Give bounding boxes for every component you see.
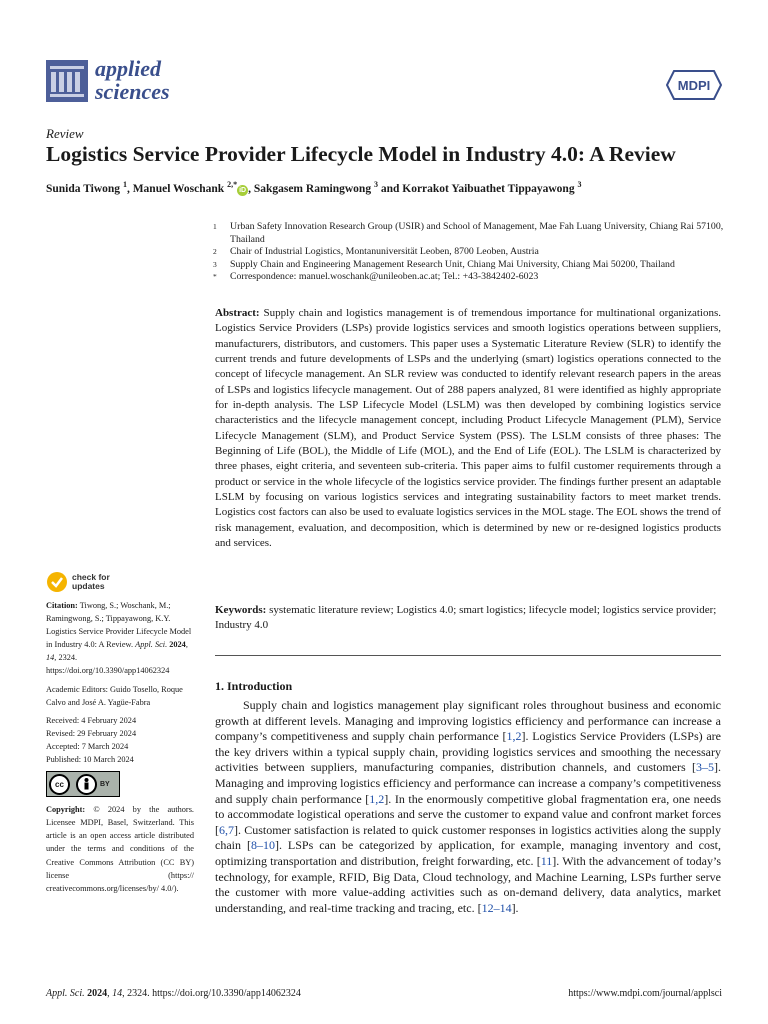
introduction-body [215,698,721,916]
footer-journal: Appl. Sci. [46,988,85,999]
by-attribution-icon [76,774,97,795]
mdpi-logo-icon [666,70,722,100]
affiliations [213,221,733,284]
author-name: Korrakot Yaibuathet Tippayawong [402,182,575,195]
citation-link[interactable]: 11 [540,853,553,868]
author-sup: 3 [373,180,378,189]
footer-volume: 14 [112,988,123,999]
intro-text: ]. With the advancement of today’s technology, for example, RFID, Big Data, Cloud technology, and Machine Learning, LSPs further serve the customer with more value-adding activities such as on-demand delivery, data analytics, market understanding, and real-time tracking and tracing, etc. [ [215,853,721,915]
intro-text: ]. Customer satisfaction is related to quick customer responses in logistics activities along the supply chain [ [215,822,721,853]
abstract [215,306,721,552]
citation-text: Tiwong, S.; Woschank, M.; Ramingwong, S.; Tippayawong, K.Y. Logistics Service Provider Lifecycle Model in Industry 4.0: A Review. [46,601,192,650]
citation-link[interactable]: 6,7 [219,822,234,837]
sidebar-info [46,599,194,900]
journal-name-line1: applied [95,56,161,81]
check-for-updates-button[interactable] [46,571,110,593]
accepted-date: Accepted: 7 March 2024 [46,741,129,751]
author-list: Sunida Tiwong $^1$, Manuel Woschank $^{2,*}$iD , Sakgasem Ramingwong $^3$ and Korrakot Yaibuathet Tippayawong $^3$ [46,180,582,195]
author-sup: 2,* [227,180,238,189]
check-updates-line1: check for [72,572,110,582]
intro-text: ]. LSPs can be categorized by application, for example, managing inventory and cost, optimizing transportation and distribution, freight forwarding, etc. [ [215,838,721,868]
citation-link[interactable]: 1,2 [369,791,385,806]
journal-name [95,57,170,103]
cc-by-license-badge[interactable] [46,771,120,797]
published-date: Published: 10 March 2024 [46,755,134,765]
intro-text: Supply chain and logistics management play significant roles throughout business and economic growth at different levels. Managing and improving logistics efficiency and performance can increase a company’s competitiveness and supply chain performance [ [215,698,721,744]
copyright-text: © 2024 by the authors. Licensee MDPI, Basel, Switzerland. This article is an open access article distributed under the terms and conditions of the Creative Commons Attribution (CC BY) license (https:// creativecommons.org/licenses/by/ 4.0/). [46,805,194,893]
keywords-label: Keywords: [215,604,267,616]
author-name: Sunida Tiwong [46,182,121,195]
footer-doi: , 2324. https://doi.org/10.3390/app14062324 [122,988,301,999]
publisher-name: MDPI [677,78,711,93]
footer-year: 2024 [87,988,108,999]
intro-text: ]. Managing and improving logistics efficiency and performance can increase a company’s competitiveness and supply chain performance [ [215,760,721,806]
citation-block: Citation: Tiwong, S.; Woschank, M.; Ramingwong, S.; Tippayawong, K.Y. Logistics Service Provider Lifecycle Model in Industry 4.0: A Review. Appl. Sci. 2024, 14, 2324. https://doi.org/10.3390/app14062324 [46,601,192,676]
copyright-notice [46,803,194,895]
abstract-label: Abstract: [215,307,260,319]
author-sup: 1 [122,180,127,189]
keywords [215,603,721,634]
citation-volume: 14 [46,653,55,663]
citation-year: 2024 [169,640,186,650]
check-updates-line2: updates [72,581,105,591]
intro-text: ]. In the enormously competitive global fragmentation era, one needs to accommodate logistical operations and serve the customer to expand value and confront market forces [ [215,791,721,837]
citation-link[interactable]: 8–10 [250,838,275,853]
revised-date: Revised: 29 February 2024 [46,728,137,738]
author-name: Sakgasem Ramingwong [253,182,372,195]
author-sup: 3 [577,180,582,189]
author-name: Manuel Woschank [132,182,225,195]
check-updates-icon [46,571,68,593]
footer-citation: Appl. Sci. 2024, 14, 2324. https://doi.org/10.3390/app14062324 [46,988,301,999]
journal-logo-icon [46,60,88,102]
received-date: Received: 4 February 2024 [46,715,137,725]
cc-icon: cc [49,774,70,795]
intro-text: ]. Logistics Service Providers (LSPs) are the key drivers within a typical supply chain, providing logistics services and smoothing the necessary activities between suppliers, manufacturing companies, distribution channels, and customers [ [215,729,721,775]
article-type: Review [46,126,84,141]
introduction-heading: 1. Introduction [215,679,293,693]
citation-journal: Appl. Sci. [135,640,168,650]
keywords-text: systematic literature review; Logistics 4.0; smart logistics; lifecycle model; logistics service provider; Industry 4.0 [215,604,717,632]
citation-link[interactable]: 12–14 [481,900,512,915]
affiliation-item: 2 Chair of Industrial Logistics, Montanuniversität Leoben, 8700 Leoben, Austria [213,246,539,258]
by-label: BY [100,780,110,788]
citation-label: Citation: [46,601,78,610]
copyright-label: Copyright: [46,805,86,815]
affiliation-item: 3 Supply Chain and Engineering Management Research Unit, Chiang Mai University, Chiang Mai 50200, Thailand [213,258,675,270]
article-title: Logistics Service Provider Lifecycle Model in Industry 4.0: A Review [46,142,676,166]
publication-dates [46,714,194,766]
affiliation-item: 1 Urban Safety Innovation Research Group (USIR) and School of Management, Mae Fah Luang University, Chiang Rai 57100, Thailand [213,221,724,245]
academic-editors: Academic Editors: Guido Tosello, Roque Calvo and José A. Yagüe-Fabra [46,684,183,707]
citation-doi: , 2324. https://doi.org/10.3390/app14062324 [46,653,170,676]
intro-text: ]. [511,900,519,915]
footer-journal-url[interactable]: https://www.mdpi.com/journal/applsci [568,988,722,999]
section-divider [215,655,721,656]
correspondence: * Correspondence: manuel.woschank@unileoben.ac.at; Tel.: +43-3842402-6023 [213,271,539,283]
orcid-icon[interactable]: iD [239,186,247,194]
abstract-text: Supply chain and logistics management is of tremendous importance for multinational organizations. Logistics Service Providers (LSPs) provide logistics services and smooth logistics operations between suppliers, manufacturers, distributors, and customers. This paper uses a Systematic Literature Review (SLR) to identify the current trends and future developments of LSPs and the underlying (smart) logistics operations connected to the concept of lifecycle management. An SLR review was conducted to identify relevant research papers in the areas of LSPs and logistics lifecycle management. Out of 288 papers analyzed, 81 were identified as highly appropriate for in-depth analysis. The LSP Lifecycle Model (LSLM) was then developed by combining logistics service characteristics and the lifecycle management concept, including Product Lifecycle Management (PLM), Service Lifecycle Management (SLM), and Product Service System (PSS). The LSLM consists of three phases: The Beginning of Life (BOL), the Middle of Life (MOL), and the End of Life (EOL). The LSLM is characterized by three phases, eight criteria, and seventeen sub-criteria. This paper aims to fulfil customer requirements through a product or service in the whole lifecycle of the logistics service provider. The findings further present an adaptable LSLM by focusing on various logistics services and integrating sustainability factors to meet market trends. Logistics cost factors can also be used to evaluate logistics services in the MOL stage. The EOL shows the trend of risk management, evaluation, and decomposition, which is determined by new or re-designed logistics products and services. [215,307,721,550]
citation-link[interactable]: 3–5 [696,760,714,775]
journal-name-line2: sciences [95,79,170,104]
citation-link[interactable]: 1,2 [506,729,522,744]
